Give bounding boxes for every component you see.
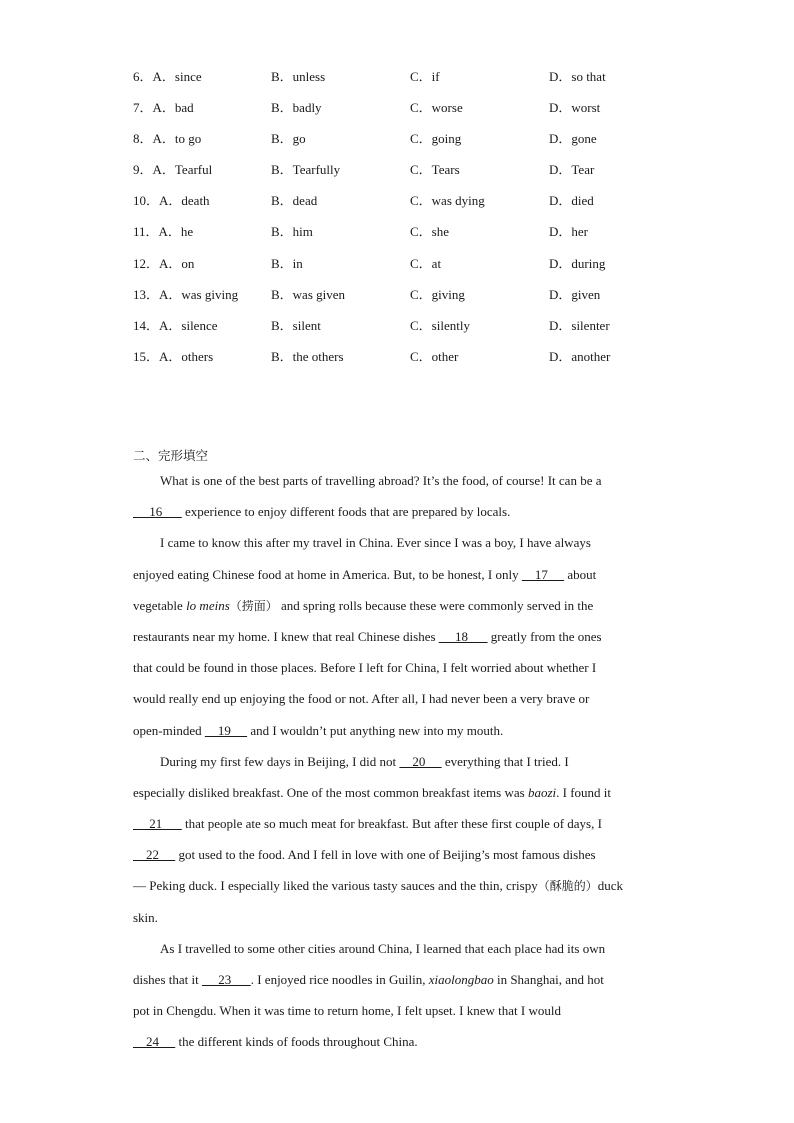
option-d: D．her [549,224,588,240]
passage-line: 22 got used to the food. And I fell in love with one of Beijing’s most famous dishes [133,847,596,863]
blank-16[interactable]: 16 [133,504,182,520]
option-a: 7．A．bad [133,100,194,116]
option-b: B．badly [271,100,322,116]
option-row-15 [133,348,673,379]
option-b: B．the others [271,348,344,364]
option-row-8 [133,130,673,161]
option-b: B．unless [271,69,326,84]
option-a: 6．A．since [133,69,202,84]
option-c: C．Tears [410,162,460,178]
option-row-10 [133,192,673,223]
answer-options [133,68,673,379]
option-d: D．died [549,193,594,209]
option-row-13 [133,286,673,317]
option-row-7 [133,99,673,130]
blank-17[interactable]: 17 [521,566,565,582]
passage-line: restaurants near my home. I knew that real Chinese dishes 18 greatly from the ones [133,628,602,644]
blank-19[interactable]: 19 [204,722,248,738]
passage-line: enjoyed eating Chinese food at home in America. But, to be honest, I only 17 about [133,566,597,582]
option-a: 13．A．was giving [133,286,239,302]
blank-22[interactable]: 22 [133,847,176,863]
passage-line: pot in Chengdu. When it was time to return home, I felt upset. I knew that I would [133,1003,561,1019]
passage-line: that could be found in those places. Before I left for China, I felt worried about whether I [133,660,597,676]
option-a: 10．A．death [133,193,210,209]
option-c: C．worse [410,100,463,116]
option-c: C．going [410,131,462,147]
passage-line: dishes that it 23 . I enjoyed rice noodles in Guilin, xiaolongbao in Shanghai, and hot [133,972,604,987]
option-d: D．Tear [549,162,595,178]
passage-line: What is one of the best parts of travelling abroad? It’s the food, of course! It can be a [160,473,602,488]
option-d: D．given [549,286,601,302]
passage-line: — Peking duck. I especially liked the various tasty sauces and the thin, crispy（酥脆的）duck [133,878,624,894]
option-c: C．giving [410,286,465,302]
option-row-9 [133,161,673,192]
option-d: D．gone [549,131,597,147]
passage-line: As I travelled to some other cities around China, I learned that each place had its own [160,940,606,956]
option-c: C．if [410,69,440,84]
option-c: C．silently [410,317,470,333]
option-b: B．was given [271,286,346,302]
blank-24[interactable]: 24 [133,1034,176,1050]
passage-line: 21 that people ate so much meat for breakfast. But after these first couple of days, I [133,816,602,832]
option-row-12 [133,255,673,286]
option-c: C．other [410,348,459,364]
option-row-14 [133,317,673,348]
option-row-11 [133,223,673,254]
passage-line: open-minded 19 and I wouldn’t put anything new into my mouth. [133,722,504,738]
option-a: 12．A．on [133,255,195,271]
passage-line: 24 the different kinds of foods throughout China. [133,1034,418,1050]
option-a: 14．A．silence [133,317,218,333]
option-a: 9．A．Tearful [133,162,213,178]
blank-18[interactable]: 18 [438,628,488,644]
option-b: B．dead [271,193,318,209]
passage-line: During my first few days in Beijing, I did not 20 everything that I tried. I [160,753,569,769]
section-title: 二、完形填空 [133,448,209,463]
passage-line: skin. [133,909,158,925]
blank-23[interactable]: 23 [201,972,251,987]
blank-20[interactable]: 20 [399,753,442,769]
option-d: D．worst [549,100,601,116]
option-b: B．Tearfully [271,162,341,178]
passage-line: I came to know this after my travel in China. Ever since I was a boy, I have always [160,535,591,551]
option-a: 8．A．to go [133,131,202,147]
option-d: D．so that [549,69,606,84]
passage-line: especially disliked breakfast. One of the most common breakfast items was baozi. I found it [133,784,612,800]
passage-line: would really end up enjoying the food or not. After all, I had never been a very brave or [133,691,590,707]
option-a: 15．A．others [133,348,214,364]
cloze-passage [133,471,663,1064]
option-b: B．go [271,131,306,147]
option-d: D．silenter [549,317,610,333]
option-c: C．was dying [410,193,485,209]
passage-line: 16 experience to enjoy different foods that are prepared by locals. [133,504,511,520]
option-b: B．in [271,255,303,271]
option-c: C．at [410,255,442,271]
option-b: B．silent [271,317,321,333]
passage-line: vegetable lo meins（捞面） and spring rolls because these were commonly served in the [133,597,594,613]
option-b: B．him [271,224,313,240]
option-d: D．during [549,255,606,271]
option-row-6 [133,68,673,99]
option-a: 11．A．he [133,224,194,240]
option-c: C．she [410,224,450,240]
blank-21[interactable]: 21 [133,816,182,832]
option-d: D．another [549,348,611,364]
